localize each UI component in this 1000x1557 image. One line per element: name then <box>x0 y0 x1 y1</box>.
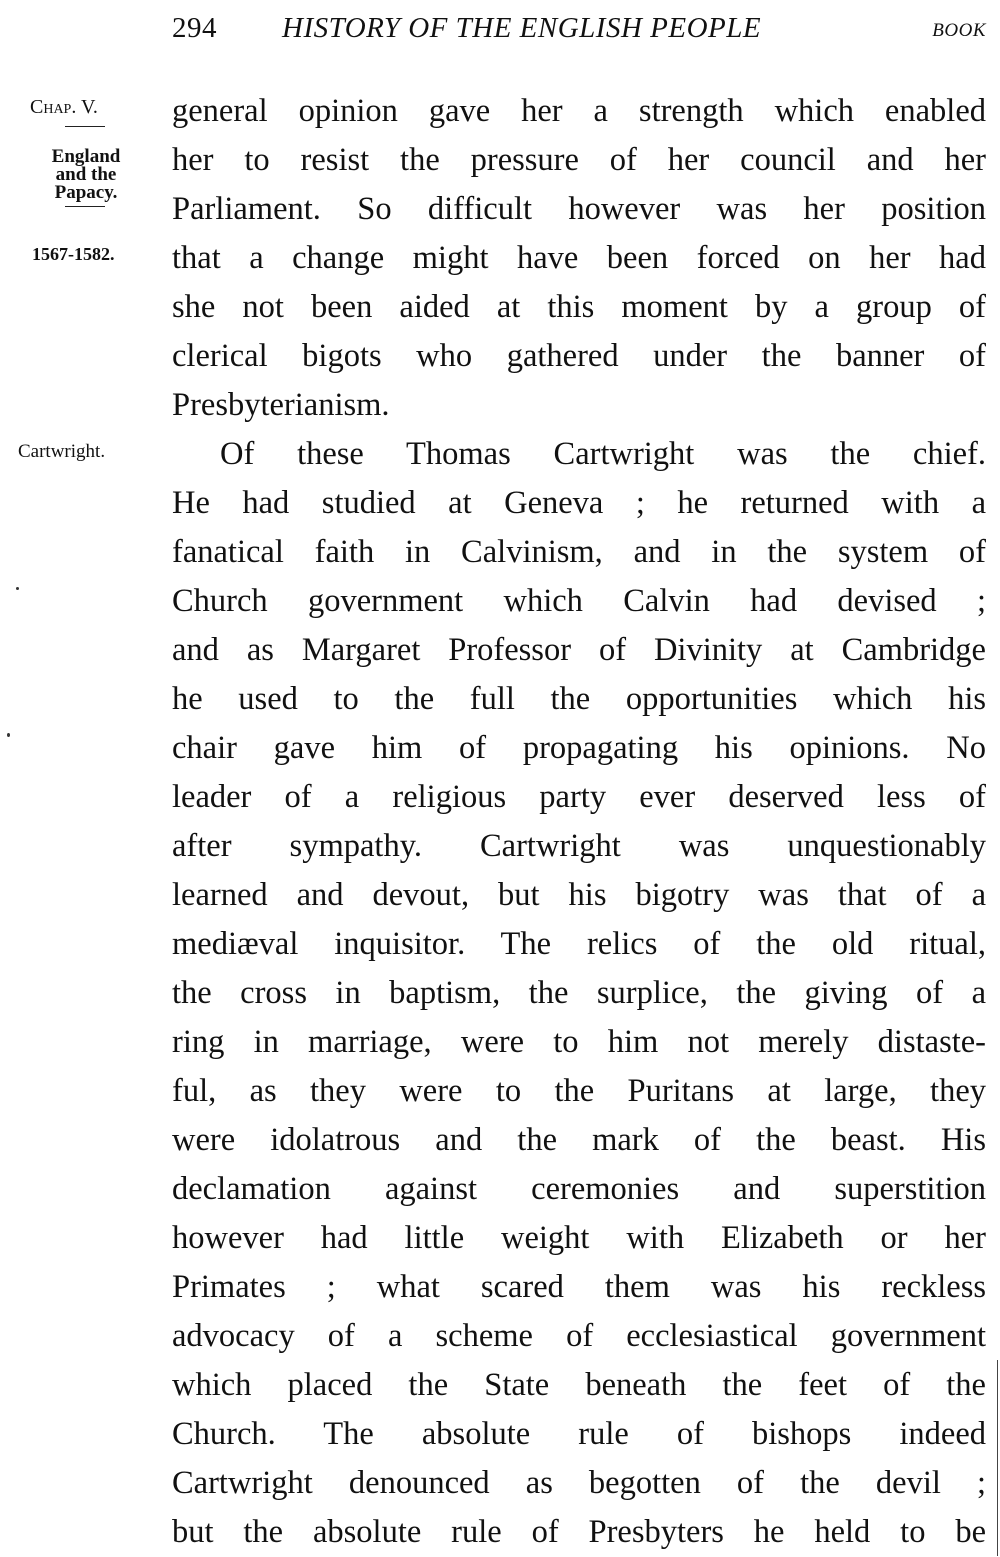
text-line: however had little weight with Elizabeth or her <box>172 1220 986 1256</box>
text-line: leader of a religious party ever deserved less of <box>172 779 986 815</box>
text-line: which placed the State beneath the feet of the <box>172 1367 986 1403</box>
text-line: the cross in baptism, the surplice, the giving of a <box>172 975 986 1011</box>
margin-topic-line: Papacy. <box>54 182 118 203</box>
text-line: Primates ; what scared them was his reckless <box>172 1269 986 1305</box>
margin-topic-line: England <box>51 146 121 167</box>
margin-rule <box>65 206 105 207</box>
text-line: ring in marriage, were to him not merely distaste- <box>172 1024 986 1060</box>
margin-dates: 1567-1582. <box>32 244 115 264</box>
page-edge-rule <box>997 1360 998 1556</box>
book-label: BOOK <box>932 20 986 41</box>
text-line: Church. The absolute rule of bishops indeed <box>172 1416 986 1452</box>
text-line: clerical bigots who gathered under the banner of <box>172 338 986 374</box>
body-text <box>172 87 986 1557</box>
print-speck <box>7 733 10 737</box>
text-line: Church government which Calvin had devised ; <box>172 583 986 619</box>
page-header <box>172 12 986 52</box>
text-line: Parliament. So difficult however was her position <box>172 191 986 227</box>
margin-chapter: Chap. V. <box>30 96 98 118</box>
margin-topic <box>30 148 142 202</box>
text-line: but the absolute rule of Presbyters he held to be <box>172 1514 986 1550</box>
text-line: and as Margaret Professor of Divinity at Cambridge <box>172 632 986 668</box>
margin-side-heading: Cartwright. <box>18 441 106 462</box>
text-line: learned and devout, but his bigotry was that of a <box>172 877 986 913</box>
text-line: he used to the full the opportunities which his <box>172 681 986 717</box>
text-line: Cartwright denounced as begotten of the devil ; <box>172 1465 986 1501</box>
text-line: that a change might have been forced on her had <box>172 240 986 276</box>
page-number: 294 <box>172 12 217 44</box>
text-line: her to resist the pressure of her council and her <box>172 142 986 178</box>
text-line: Presbyterianism. <box>172 387 390 423</box>
text-line: ful, as they were to the Puritans at large, they <box>172 1073 986 1109</box>
text-line: fanatical faith in Calvinism, and in the system of <box>172 534 986 570</box>
text-line: she not been aided at this moment by a group of <box>172 289 986 325</box>
margin-topic-line: and the <box>55 164 117 185</box>
text-line: were idolatrous and the mark of the beast. His <box>172 1122 986 1158</box>
text-line: chair gave him of propagating his opinions. No <box>172 730 986 766</box>
margin-rule <box>65 126 105 127</box>
text-line: Of these Thomas Cartwright was the chief. <box>220 436 986 472</box>
running-title: HISTORY OF THE ENGLISH PEOPLE <box>282 12 762 44</box>
text-line: after sympathy. Cartwright was unquestionably <box>172 828 986 864</box>
text-line: advocacy of a scheme of ecclesiastical government <box>172 1318 986 1354</box>
text-line: general opinion gave her a strength which enabled <box>172 93 986 129</box>
text-line: declamation against ceremonies and superstition <box>172 1171 986 1207</box>
print-speck <box>16 587 19 590</box>
text-line: He had studied at Geneva ; he returned with a <box>172 485 986 521</box>
text-line: mediæval inquisitor. The relics of the old ritual, <box>172 926 986 962</box>
